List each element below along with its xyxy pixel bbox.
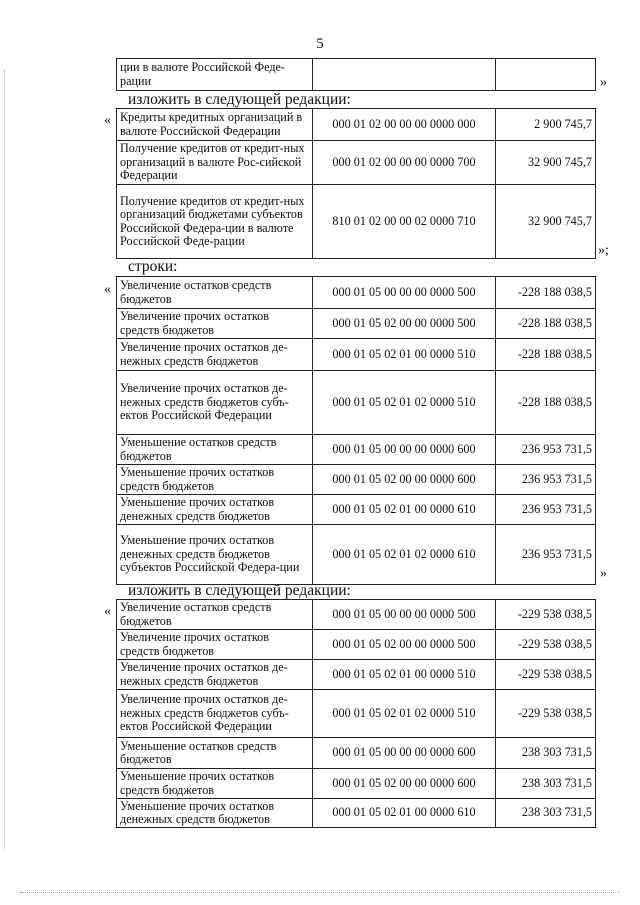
scan-margin-line [4,70,6,850]
row-name: Увеличение прочих остатков де-нежных средств бюджетов субъ-ектов Российской Федерации [117,371,313,435]
table-row [117,371,596,435]
row-code: 000 01 05 00 00 00 0000 500 [313,600,496,630]
table-new-rows [116,599,596,828]
table-row [117,185,596,259]
row-name: Уменьшение остатков средств бюджетов [117,738,313,769]
row-name: ции в валюте Российской Феде-рации [117,59,313,91]
row-amount: -229 538 038,5 [496,630,596,660]
row-amount: 2 900 745,7 [496,109,596,141]
table-row [117,435,596,465]
row-amount: -228 188 038,5 [496,339,596,371]
table-row [117,309,596,339]
table-fragment-top [116,58,596,91]
table-row [117,495,596,525]
row-amount: -229 538 038,5 [496,660,596,690]
table-row [117,769,596,799]
row-name: Увеличение прочих остатков средств бюджетов [117,309,313,339]
row-amount: 238 303 731,5 [496,769,596,799]
row-amount: 236 953 731,5 [496,435,596,465]
caption-new-edition-2: изложить в следующей редакции: [128,582,351,599]
caption-new-edition-1: изложить в следующей редакции: [128,91,351,108]
table-row [117,799,596,828]
row-name: Уменьшение прочих остатков денежных средств бюджетов [117,495,313,525]
row-code: 000 01 05 02 01 00 0000 610 [313,799,496,828]
table-row [117,690,596,738]
row-code: 000 01 02 00 00 00 0000 000 [313,109,496,141]
page-number: 5 [316,36,324,52]
table-body [117,109,596,259]
row-code: 000 01 05 00 00 00 0000 600 [313,435,496,465]
row-code: 000 01 02 00 00 00 0000 700 [313,141,496,185]
row-code: 810 01 02 00 00 02 0000 710 [313,185,496,259]
table-row [117,630,596,660]
row-code: 000 01 05 02 01 00 0000 510 [313,339,496,371]
row-name: Увеличение остатков средств бюджетов [117,600,313,630]
closing-quote: » [600,566,607,581]
row-code: 000 01 05 02 01 00 0000 610 [313,495,496,525]
table-credits [116,108,596,259]
row-name: Увеличение прочих остатков де-нежных средств бюджетов субъ-ектов Российской Федерации [117,690,313,738]
row-amount: -229 538 038,5 [496,690,596,738]
row-amount: 236 953 731,5 [496,525,596,585]
row-name: Увеличение остатков средств бюджетов [117,277,313,309]
row-name: Увеличение прочих остатков де-нежных средств бюджетов [117,339,313,371]
row-name: Получение кредитов от кредит-ных организаций бюджетами субъектов Российской Федера-ции в валюте Российской Феде-рации [117,185,313,259]
row-amount: 236 953 731,5 [496,495,596,525]
table-row [117,660,596,690]
table-row [117,277,596,309]
row-amount: 32 900 745,7 [496,185,596,259]
row-code: 000 01 05 02 00 00 0000 500 [313,309,496,339]
row-name: Уменьшение прочих остатков денежных средств бюджетов субъектов Российской Федера-ции [117,525,313,585]
row-code: 000 01 05 02 00 00 0000 600 [313,465,496,495]
table-old-rows [116,276,596,585]
row-amount: 236 953 731,5 [496,465,596,495]
row-amount: 238 303 731,5 [496,738,596,769]
row-code: 000 01 05 02 01 02 0000 610 [313,525,496,585]
row-code: 000 01 05 00 00 00 0000 500 [313,277,496,309]
table-row [117,465,596,495]
row-name: Уменьшение прочих остатков средств бюджетов [117,769,313,799]
row-code [313,59,496,91]
row-name: Увеличение прочих остатков де-нежных средств бюджетов [117,660,313,690]
table-body [117,600,596,828]
table-row [117,525,596,585]
row-amount: -229 538 038,5 [496,600,596,630]
table-row [117,738,596,769]
table-row [117,339,596,371]
row-name: Кредиты кредитных организаций в валюте Российской Федерации [117,109,313,141]
row-amount [496,59,596,91]
row-code: 000 01 05 00 00 00 0000 600 [313,738,496,769]
row-name: Получение кредитов от кредит-ных организаций в валюте Рос-сийской Федерации [117,141,313,185]
row-code: 000 01 05 02 00 00 0000 500 [313,630,496,660]
row-amount: 238 303 731,5 [496,799,596,828]
table-row [117,109,596,141]
table-row [117,600,596,630]
row-name: Уменьшение прочих остатков средств бюджетов [117,465,313,495]
opening-quote: « [104,604,111,619]
row-amount: -228 188 038,5 [496,277,596,309]
table-row [117,59,596,91]
caption-rows: строки: [128,258,178,275]
row-amount: -228 188 038,5 [496,371,596,435]
opening-quote: « [104,282,111,297]
table-body [117,277,596,585]
scan-bottom-edge [20,892,620,893]
row-code: 000 01 05 02 01 00 0000 510 [313,660,496,690]
closing-quote-semicolon: »; [598,243,609,258]
row-code: 000 01 05 02 01 02 0000 510 [313,371,496,435]
table-row [117,141,596,185]
row-name: Увеличение прочих остатков средств бюджетов [117,630,313,660]
row-amount: -228 188 038,5 [496,309,596,339]
opening-quote: « [104,113,111,128]
row-name: Уменьшение остатков средств бюджетов [117,435,313,465]
table-body [117,59,596,91]
closing-quote: » [600,75,607,90]
row-code: 000 01 05 02 00 00 0000 600 [313,769,496,799]
row-code: 000 01 05 02 01 02 0000 510 [313,690,496,738]
row-name: Уменьшение прочих остатков денежных средств бюджетов [117,799,313,828]
row-amount: 32 900 745,7 [496,141,596,185]
